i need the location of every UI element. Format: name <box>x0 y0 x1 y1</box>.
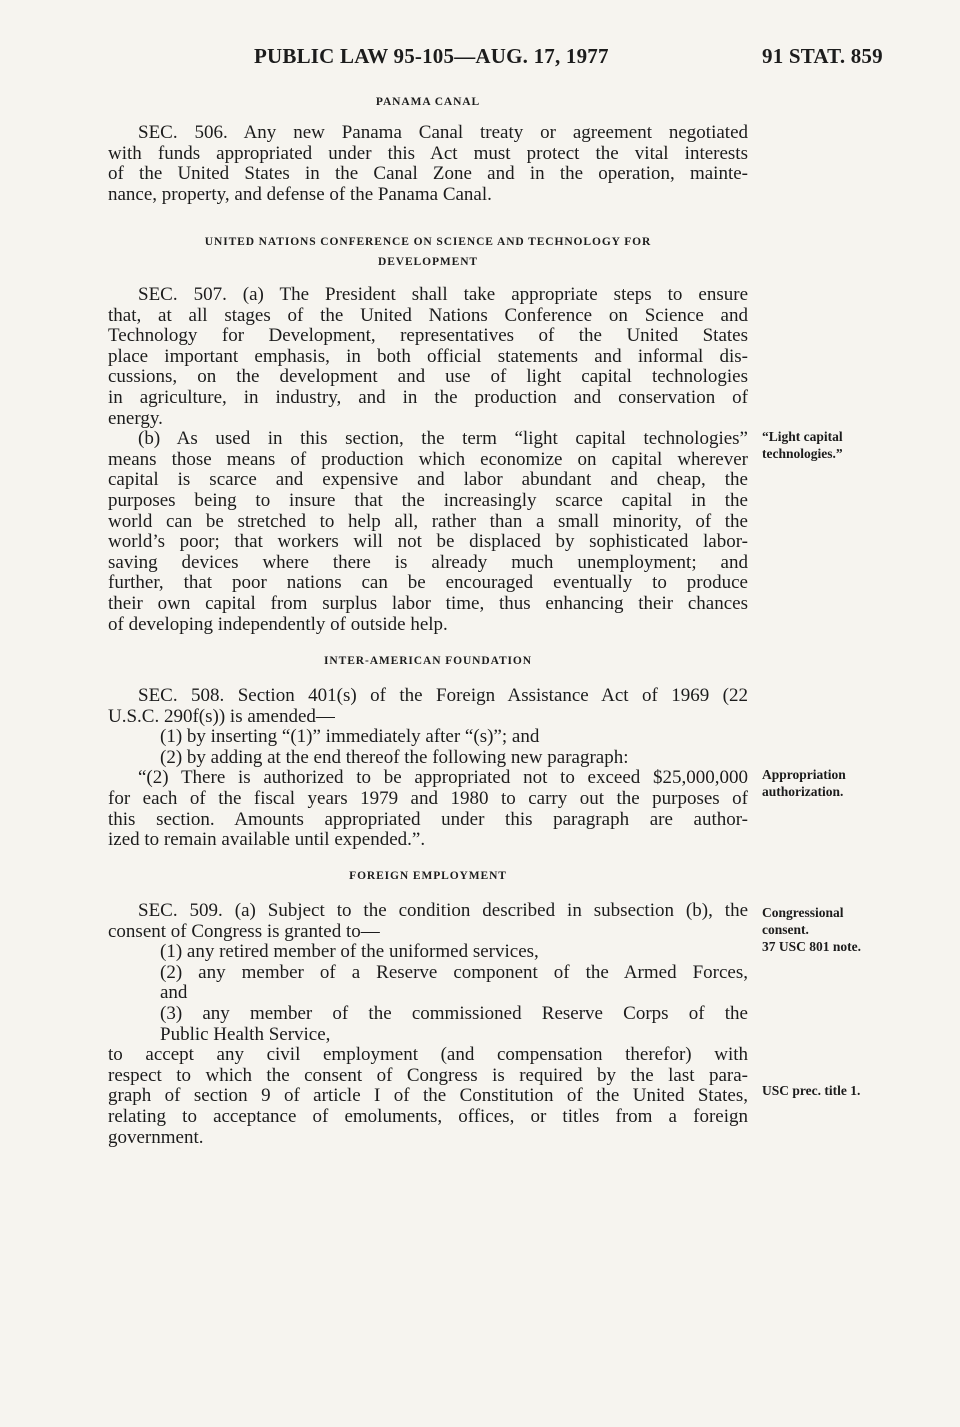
heading-line: DEVELOPMENT <box>378 256 478 268</box>
section-508-heading: INTER-AMERICAN FOUNDATION <box>324 655 532 667</box>
text-line: cussions, on the development and use of light capital technologies <box>108 366 748 388</box>
section-506-text <box>108 123 748 205</box>
text-line: capital is scarce and expensive and labor abundant and cheap, the <box>108 469 748 491</box>
text-line: Public Health Service, <box>160 1023 331 1045</box>
note-line: technologies.” <box>762 446 843 461</box>
text-line: respect to which the consent of Congress is required by the last para- <box>108 1064 748 1086</box>
margin-note-light-capital <box>762 428 952 462</box>
text-line: Technology for Development, representatives of the United States <box>108 325 748 347</box>
text-line: energy. <box>108 407 163 429</box>
text-line: (2) by adding at the end thereof the following new paragraph: <box>160 746 629 768</box>
section-509-text <box>108 901 748 1148</box>
running-header-title: PUBLIC LAW 95-105—AUG. 17, 1977 <box>254 44 609 68</box>
text-line: further, that poor nations can be encouraged eventually to produce <box>108 572 748 594</box>
text-line: this section. Amounts appropriated under this paragraph are author- <box>108 808 748 830</box>
section-507-heading <box>108 232 748 272</box>
text-line: “(2) There is authorized to be appropriated not to exceed $25,000,000 <box>138 767 748 789</box>
text-line: SEC. 509. (a) Subject to the condition described in subsection (b), the <box>138 900 748 921</box>
text-line: (1) by inserting “(1)” immediately after “(s)”; and <box>160 726 540 748</box>
text-line: (3) any member of the commissioned Reserve Corps of the <box>160 1002 748 1024</box>
margin-note-congressional-consent <box>762 904 952 955</box>
running-header-page: 91 STAT. 859 <box>762 44 883 68</box>
section-507-a-text <box>108 285 748 635</box>
heading-line: UNITED NATIONS CONFERENCE ON SCIENCE AND TECHNOLOGY FOR <box>204 236 652 248</box>
text-line: (b) As used in this section, the term “light capital technologies” <box>138 428 748 450</box>
note-line: consent. <box>762 922 809 937</box>
text-line: of the United States in the Canal Zone and in the operation, mainte- <box>108 163 748 185</box>
section-506-heading: PANAMA CANAL <box>375 96 481 108</box>
note-line: USC prec. title 1. <box>762 1083 861 1098</box>
section-508-text <box>108 686 748 851</box>
note-line: “Light capital <box>762 429 843 444</box>
text-line: and <box>160 982 188 1004</box>
note-line: Congressional <box>762 905 844 920</box>
text-line: SEC. 506. Any new Panama Canal treaty or agreement negotiated <box>138 122 748 143</box>
text-line: world can be stretched to help all, rather than a small minority, of the <box>108 510 748 532</box>
text-line: of developing independently of outside help. <box>108 613 448 635</box>
text-line: for each of the fiscal years 1979 and 1980 to carry out the purposes of <box>108 787 748 809</box>
text-line: to accept any civil employment (and compensation therefor) with <box>108 1044 748 1066</box>
text-line: ized to remain available until expended.”. <box>108 829 426 851</box>
text-line: SEC. 507. (a) The President shall take appropriate steps to ensure <box>138 284 748 305</box>
text-line: place important emphasis, in both official statements and informal dis- <box>108 345 748 367</box>
margin-note-appropriation <box>762 766 952 800</box>
text-line: U.S.C. 290f(s)) is amended— <box>108 705 335 727</box>
text-line: purposes being to insure that the increasingly scarce capital in the <box>108 489 748 511</box>
text-line: world’s poor; that workers will not be displaced by sophisticated labor- <box>108 531 748 553</box>
note-line: authorization. <box>762 784 844 799</box>
text-line: with funds appropriated under this Act must protect the vital interests <box>108 142 748 164</box>
text-line: (1) any retired member of the uniformed services, <box>160 941 539 963</box>
note-line: 37 USC 801 note. <box>762 939 862 954</box>
text-line: government. <box>108 1126 204 1148</box>
text-line: saving devices where there is already much unemployment; and <box>108 551 748 573</box>
text-line: means those means of production which economize on capital wherever <box>108 448 748 470</box>
margin-note-usc-prec <box>762 1082 952 1099</box>
note-line: Appropriation <box>762 767 846 782</box>
text-line: their own capital from surplus labor time, thus enhancing their chances <box>108 592 748 614</box>
text-line: graph of section 9 of article I of the Constitution of the United States, <box>108 1085 748 1107</box>
text-line: that, at all stages of the United Nations Conference on Science and <box>108 304 748 326</box>
text-line: SEC. 508. Section 401(s) of the Foreign Assistance Act of 1969 (22 <box>138 685 748 706</box>
text-line: consent of Congress is granted to— <box>108 920 380 942</box>
text-line: nance, property, and defense of the Panama Canal. <box>108 183 492 205</box>
text-line: (2) any member of a Reserve component of the Armed Forces, <box>160 961 748 983</box>
text-line: in agriculture, in industry, and in the production and conservation of <box>108 386 748 408</box>
text-line: relating to acceptance of emoluments, offices, or titles from a foreign <box>108 1105 748 1127</box>
section-509-heading: FOREIGN EMPLOYMENT <box>349 870 507 882</box>
